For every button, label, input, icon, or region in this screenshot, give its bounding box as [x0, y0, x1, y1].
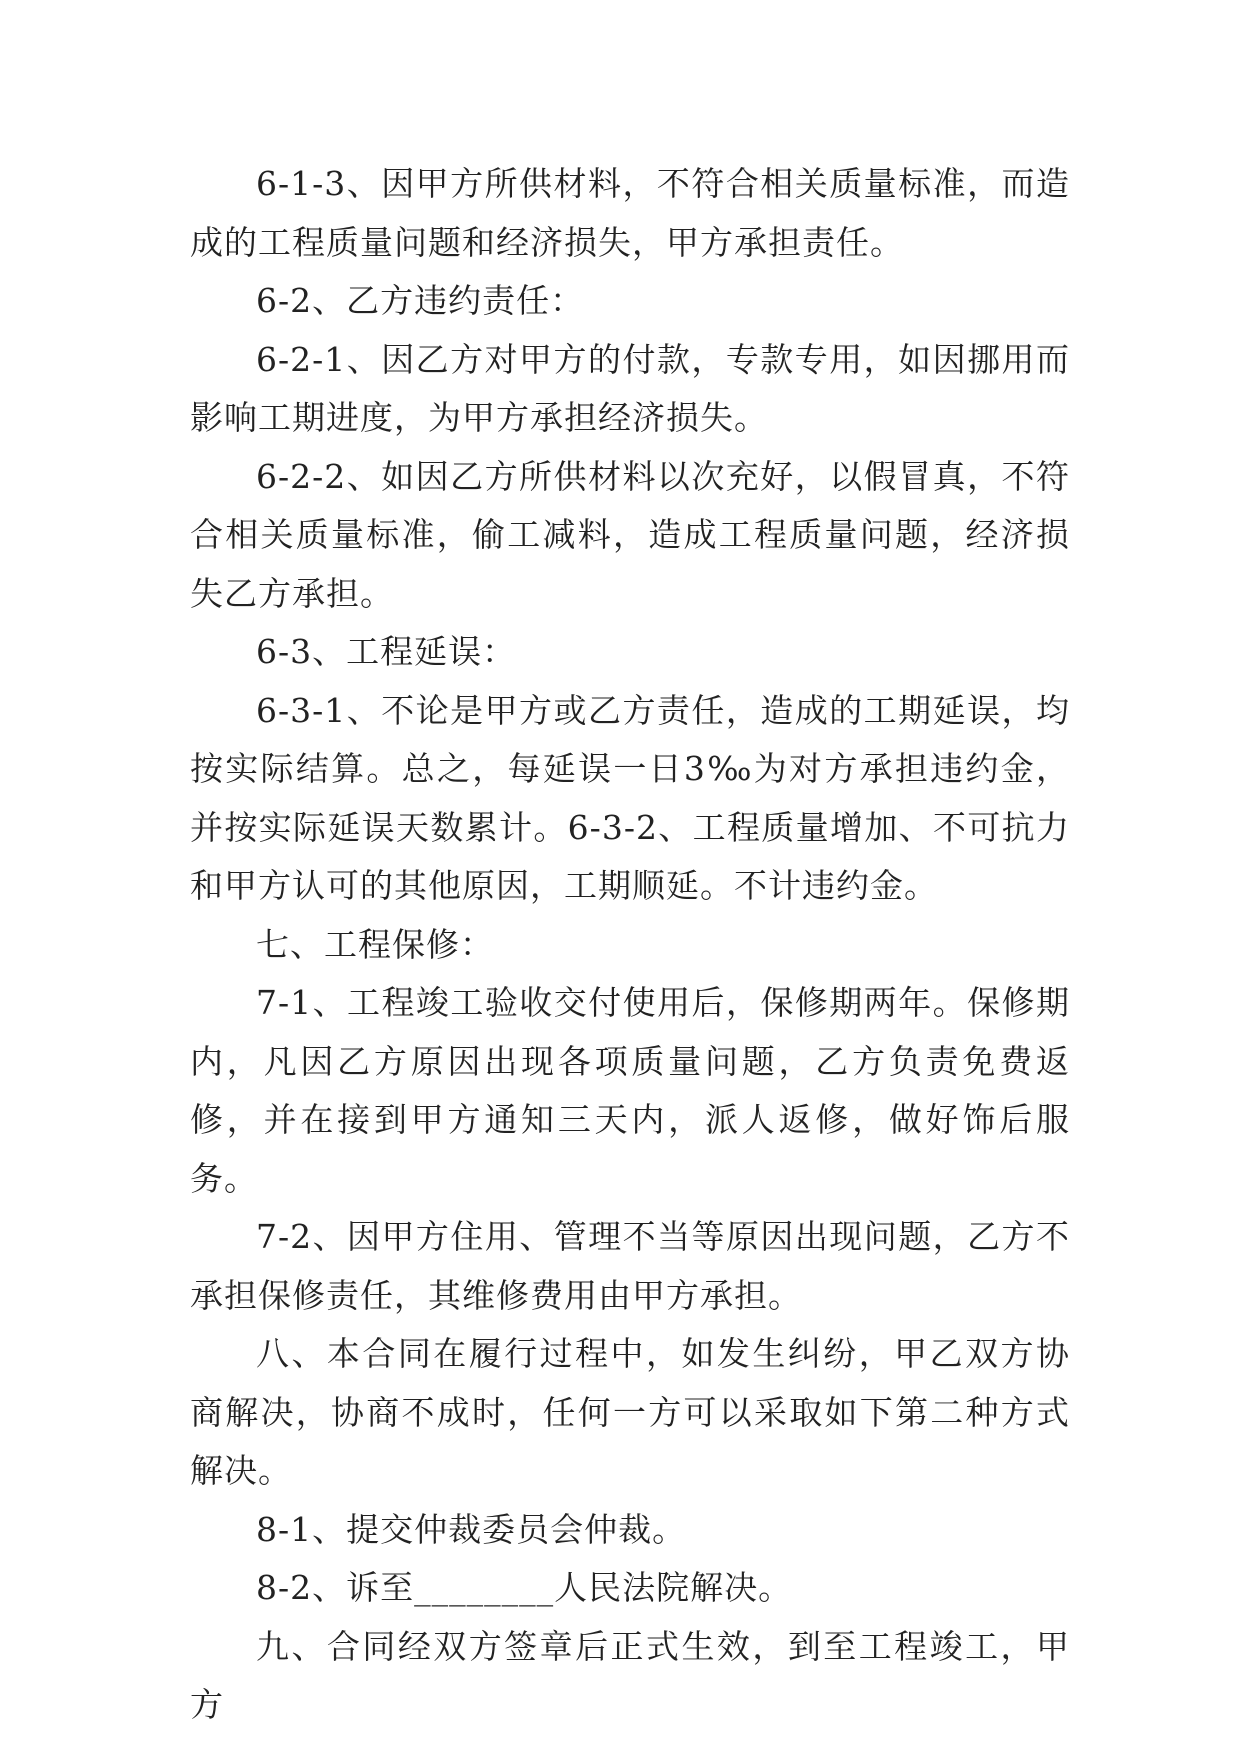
section-7-heading: 七、工程保修： — [256, 924, 494, 964]
paragraph-8-2: 8-2、诉至________人民法院解决。 — [256, 1568, 793, 1607]
paragraph-6-2-heading: 6-2、乙方违约责任： — [256, 281, 585, 320]
paragraph-6-1-3: 6-1-3、因甲方所供材料，不符合相关质量标准，而造成的工程质量问题和经济损失，甲方承担责任。 — [190, 164, 1070, 262]
paragraph-6-3-1: 6-3-1、不论是甲方或乙方责任，造成的工期延误，均按实际结算。总之，每延误一日3‰为对方承担违约金，并按实际延误天数累计。6-3-2、工程质量增加、不可抗力和甲方认可的其他原因，工期顺延。不计违约金。 — [190, 690, 1070, 905]
paragraph-7-1: 7-1、工程竣工验收交付使用后，保修期两年。保修期内，凡因乙方原因出现各项质量问题，乙方负责免费返修，并在接到甲方通知三天内，派人返修，做好饰后服务。 — [190, 983, 1070, 1198]
paragraph-7-2: 7-2、因甲方住用、管理不当等原因出现问题，乙方不承担保修责任，其维修费用由甲方承担。 — [190, 1217, 1070, 1315]
section-8-paragraph: 八、本合同在履行过程中，如发生纠纷，甲乙双方协商解决，协商不成时，任何一方可以采取如下第二种方式解决。 — [190, 1334, 1070, 1490]
paragraph-8-1: 8-1、提交仲裁委员会仲裁。 — [256, 1509, 687, 1549]
section-9-paragraph: 九、合同经双方签章后正式生效，到至工程竣工，甲方 — [190, 1626, 1070, 1724]
paragraph-6-2-2: 6-2-2、如因乙方所供材料以次充好，以假冒真，不符合相关质量标准，偷工减料，造成工程质量问题，经济损失乙方承担。 — [190, 456, 1070, 613]
paragraph-6-3-heading: 6-3、工程延误： — [256, 632, 517, 671]
contract-text-body — [190, 155, 1070, 1735]
paragraph-6-2-1: 6-2-1、因乙方对甲方的付款，专款专用，如因挪用而影响工期进度，为甲方承担经济损失。 — [190, 339, 1070, 437]
